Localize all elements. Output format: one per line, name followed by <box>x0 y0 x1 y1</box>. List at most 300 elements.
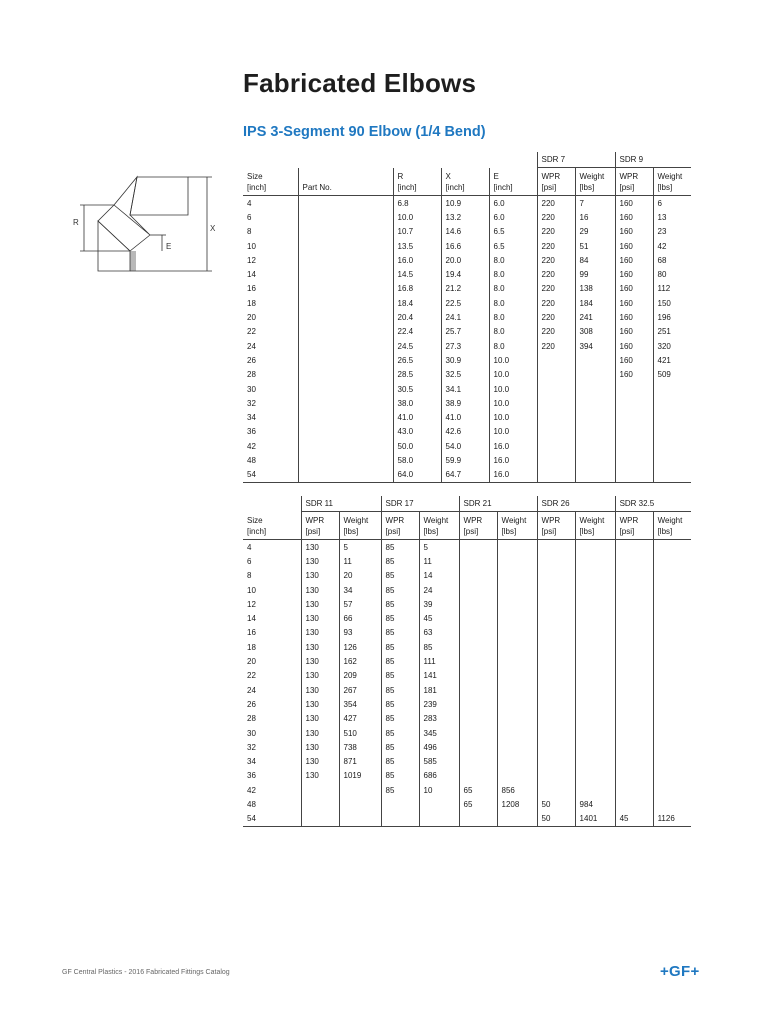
table-cell <box>537 569 575 583</box>
table-cell <box>497 726 537 740</box>
table-cell: 25.7 <box>441 325 489 339</box>
table-cell <box>575 468 615 483</box>
table-cell: 54 <box>243 468 298 483</box>
table-cell <box>615 797 653 811</box>
table-cell: 1208 <box>497 797 537 811</box>
table-cell: 8.0 <box>489 339 537 353</box>
table-cell: 141 <box>419 669 459 683</box>
column-header: Size [inch] <box>243 168 298 196</box>
table-cell <box>615 783 653 797</box>
table-cell <box>537 754 575 768</box>
table-cell: 34 <box>247 757 256 767</box>
table-cell: 13.5 <box>393 239 441 253</box>
table-cell <box>575 569 615 583</box>
table-cell: 36 <box>247 771 256 781</box>
table-cell <box>575 640 615 654</box>
table-cell: 8.0 <box>489 253 537 267</box>
footer-catalog-text: GF Central Plastics - 2016 Fabricated Fittings Catalog <box>62 969 230 976</box>
table-cell: 6 <box>247 212 252 222</box>
dimension-label-r: R <box>73 218 79 227</box>
column-header: Size [inch] <box>243 512 301 540</box>
table-cell: 85 <box>381 726 419 740</box>
table-cell: 16 <box>247 628 256 638</box>
table-cell <box>537 769 575 783</box>
table-cell <box>459 669 497 683</box>
table-cell: 16 <box>247 284 256 294</box>
table-cell: 984 <box>575 797 615 811</box>
table-cell <box>298 453 393 467</box>
table-cell: 30 <box>247 384 256 394</box>
table-cell <box>653 410 691 424</box>
table-cell: 160 <box>615 310 653 324</box>
column-header: WPR [psi] <box>615 168 653 196</box>
table-cell <box>575 654 615 668</box>
table-cell <box>575 597 615 611</box>
column-header: R [inch] <box>393 168 441 196</box>
table-cell: 160 <box>615 325 653 339</box>
table-cell: 160 <box>615 339 653 353</box>
sdr-group-label: SDR 26 <box>537 496 615 512</box>
table-cell <box>497 554 537 568</box>
table-cell <box>653 669 691 683</box>
table-cell: 13.2 <box>441 210 489 224</box>
table-cell <box>575 583 615 597</box>
table-cell <box>537 554 575 568</box>
table-cell: 22.4 <box>393 325 441 339</box>
table-cell <box>615 597 653 611</box>
table-cell: 24.1 <box>441 310 489 324</box>
table-cell: 130 <box>301 654 339 668</box>
table-cell: 32 <box>247 742 256 752</box>
column-header: WPR [psi] <box>459 512 497 540</box>
table-row <box>243 740 691 754</box>
table-cell <box>497 583 537 597</box>
table-cell <box>537 410 575 424</box>
table-row <box>243 339 691 353</box>
table-cell <box>497 712 537 726</box>
table-cell <box>537 382 575 396</box>
table-cell <box>615 569 653 583</box>
table-cell: 308 <box>575 325 615 339</box>
table-cell: 39 <box>419 597 459 611</box>
table-cell <box>537 726 575 740</box>
table-cell: 28.5 <box>393 368 441 382</box>
page-title: Fabricated Elbows <box>243 68 477 98</box>
table-cell: 6.5 <box>489 225 537 239</box>
table-cell: 38.9 <box>441 396 489 410</box>
table-cell: 93 <box>339 626 381 640</box>
table-cell: 421 <box>653 353 691 367</box>
table-cell: 42 <box>653 239 691 253</box>
table-cell <box>419 812 459 827</box>
column-header: E [inch] <box>489 168 537 196</box>
table-cell: 130 <box>301 626 339 640</box>
column-header: Part No. <box>298 168 393 196</box>
table-cell: 5 <box>419 540 459 555</box>
table-cell: 251 <box>653 325 691 339</box>
table-cell <box>497 697 537 711</box>
table-cell <box>537 396 575 410</box>
table-cell: 7 <box>575 196 615 211</box>
table-cell <box>381 812 419 827</box>
table-cell <box>497 540 537 555</box>
table-cell <box>615 554 653 568</box>
table-cell <box>459 583 497 597</box>
table-cell <box>298 310 393 324</box>
table-row <box>243 812 691 827</box>
table-cell: 510 <box>339 726 381 740</box>
table-cell <box>653 382 691 396</box>
table-cell: 27.3 <box>441 339 489 353</box>
table-cell: 126 <box>339 640 381 654</box>
dimension-label-x: X <box>210 224 216 233</box>
table-row <box>243 282 691 296</box>
table-cell <box>459 569 497 583</box>
table-cell <box>575 368 615 382</box>
table-cell: 181 <box>419 683 459 697</box>
table-cell <box>497 683 537 697</box>
table-cell: 111 <box>419 654 459 668</box>
table-cell: 28 <box>247 714 256 724</box>
table-cell: 85 <box>381 554 419 568</box>
table-cell <box>615 453 653 467</box>
column-header: X [inch] <box>441 168 489 196</box>
table-cell: 130 <box>301 583 339 597</box>
sdr-group-label: SDR 11 <box>301 496 381 512</box>
table-cell: 8 <box>247 227 252 237</box>
table-cell <box>615 654 653 668</box>
table-cell <box>298 382 393 396</box>
table-cell: 220 <box>537 267 575 281</box>
sdr-ratings-table <box>243 496 691 827</box>
table-cell: 267 <box>339 683 381 697</box>
table-cell: 5 <box>339 540 381 555</box>
table-cell: 496 <box>419 740 459 754</box>
table-cell: 85 <box>381 754 419 768</box>
table-cell <box>298 396 393 410</box>
table-cell: 20.0 <box>441 253 489 267</box>
table-cell: 18 <box>247 298 256 308</box>
table-cell <box>537 654 575 668</box>
table-cell <box>575 382 615 396</box>
table-cell: 30.5 <box>393 382 441 396</box>
table-cell <box>653 453 691 467</box>
table-cell: 58.0 <box>393 453 441 467</box>
table-cell <box>459 712 497 726</box>
table-row <box>243 196 691 211</box>
group-header-row <box>243 496 691 512</box>
table-row <box>243 210 691 224</box>
table-cell <box>339 812 381 827</box>
group-header-row <box>243 152 691 168</box>
table-cell: 8.0 <box>489 296 537 310</box>
table-cell <box>537 626 575 640</box>
table-cell <box>298 253 393 267</box>
table-cell: 509 <box>653 368 691 382</box>
table-cell <box>497 640 537 654</box>
table-cell <box>575 554 615 568</box>
table-cell <box>615 726 653 740</box>
table-cell: 22 <box>247 671 256 681</box>
table-cell: 85 <box>381 683 419 697</box>
table-cell <box>537 783 575 797</box>
table-cell <box>537 640 575 654</box>
table-cell <box>459 611 497 625</box>
table-cell: 130 <box>301 611 339 625</box>
table-cell <box>653 654 691 668</box>
table-cell <box>459 812 497 827</box>
table-cell: 10.9 <box>441 196 489 211</box>
table-cell <box>419 797 459 811</box>
table-row <box>243 611 691 625</box>
table-cell <box>575 410 615 424</box>
table-cell: 24 <box>247 341 256 351</box>
table-cell <box>537 353 575 367</box>
table-cell: 45 <box>615 812 653 827</box>
table-cell <box>653 425 691 439</box>
table-cell: 85 <box>381 640 419 654</box>
table-cell: 14 <box>247 270 256 280</box>
table-row <box>243 554 691 568</box>
table-row <box>243 569 691 583</box>
table-cell: 34 <box>339 583 381 597</box>
table-cell <box>537 583 575 597</box>
table-cell: 41.0 <box>441 410 489 424</box>
table-cell: 16.0 <box>489 453 537 467</box>
table-row <box>243 368 691 382</box>
table-cell: 26.5 <box>393 353 441 367</box>
table-row <box>243 640 691 654</box>
table-cell <box>497 812 537 827</box>
table-cell: 65 <box>459 783 497 797</box>
table-cell <box>497 569 537 583</box>
table-cell: 16 <box>575 210 615 224</box>
table-cell: 20 <box>247 313 256 323</box>
table-cell: 18 <box>247 642 256 652</box>
table-cell: 38.0 <box>393 396 441 410</box>
table-row <box>243 310 691 324</box>
table-cell: 130 <box>301 683 339 697</box>
table-cell: 26 <box>247 699 256 709</box>
column-header: Weight [lbs] <box>653 512 691 540</box>
table-cell <box>459 597 497 611</box>
table-row <box>243 296 691 310</box>
table-cell <box>459 540 497 555</box>
table-cell: 184 <box>575 296 615 310</box>
table-cell <box>615 540 653 555</box>
sdr-group-label: SDR 21 <box>459 496 537 512</box>
table-cell <box>653 396 691 410</box>
table-cell <box>339 783 381 797</box>
table-cell: 57 <box>339 597 381 611</box>
table-row <box>243 325 691 339</box>
table-cell <box>615 468 653 483</box>
table-cell: 239 <box>419 697 459 711</box>
column-header: Weight [lbs] <box>497 512 537 540</box>
table-cell: 68 <box>653 253 691 267</box>
table-cell: 14.6 <box>441 225 489 239</box>
table-row <box>243 597 691 611</box>
table-cell: 220 <box>537 339 575 353</box>
table-cell <box>575 712 615 726</box>
group-spacer <box>393 152 441 168</box>
table-cell: 130 <box>301 640 339 654</box>
table-cell: 11 <box>419 554 459 568</box>
table-row <box>243 239 691 253</box>
table-cell: 85 <box>381 697 419 711</box>
table-cell <box>653 583 691 597</box>
table-cell <box>537 468 575 483</box>
table-cell <box>615 439 653 453</box>
table-cell <box>537 669 575 683</box>
table-cell: 22.5 <box>441 296 489 310</box>
table-cell <box>298 425 393 439</box>
table-cell <box>575 353 615 367</box>
table-cell: 34 <box>247 413 256 423</box>
table-cell <box>459 697 497 711</box>
table-cell: 220 <box>537 253 575 267</box>
table-cell: 8.0 <box>489 282 537 296</box>
table-cell: 41.0 <box>393 410 441 424</box>
group-spacer <box>489 152 537 168</box>
table-cell: 6 <box>653 196 691 211</box>
table-cell: 130 <box>301 754 339 768</box>
table-row <box>243 267 691 281</box>
table-cell: 22 <box>247 327 256 337</box>
table-cell: 6.0 <box>489 210 537 224</box>
table-cell: 16.8 <box>393 282 441 296</box>
table-cell <box>615 626 653 640</box>
table-cell <box>497 654 537 668</box>
table-cell: 220 <box>537 296 575 310</box>
column-header: Weight [lbs] <box>339 512 381 540</box>
table-cell <box>653 626 691 640</box>
table-cell: 160 <box>615 196 653 211</box>
table-cell: 85 <box>381 569 419 583</box>
table-cell <box>537 439 575 453</box>
table-row <box>243 425 691 439</box>
table-cell <box>653 640 691 654</box>
sdr-group-label: SDR 17 <box>381 496 459 512</box>
table-cell: 8.0 <box>489 310 537 324</box>
table-cell: 354 <box>339 697 381 711</box>
table-cell <box>537 712 575 726</box>
table-cell <box>615 410 653 424</box>
table-cell: 10 <box>247 241 256 251</box>
table-cell: 130 <box>301 540 339 555</box>
table-cell <box>459 740 497 754</box>
table-row <box>243 783 691 797</box>
table-cell: 8 <box>247 571 252 581</box>
elbow-segment-middle <box>114 177 150 235</box>
table-cell: 85 <box>381 654 419 668</box>
table-row <box>243 683 691 697</box>
table-cell: 10.0 <box>489 410 537 424</box>
table-cell: 160 <box>615 368 653 382</box>
table-cell <box>653 726 691 740</box>
table-cell <box>615 769 653 783</box>
table-cell: 4 <box>247 542 252 552</box>
table-cell: 24 <box>247 685 256 695</box>
elbow-dimensions-table <box>243 152 691 483</box>
column-header: WPR [psi] <box>301 512 339 540</box>
table-cell: 4 <box>247 198 252 208</box>
group-spacer <box>243 152 298 168</box>
table-cell <box>615 683 653 697</box>
table-row <box>243 669 691 683</box>
table-cell <box>298 225 393 239</box>
table-cell <box>575 769 615 783</box>
table-cell <box>298 196 393 211</box>
table-cell: 85 <box>381 669 419 683</box>
table-cell <box>653 769 691 783</box>
table-cell: 6.5 <box>489 239 537 253</box>
table-cell: 48 <box>247 455 256 465</box>
table-row <box>243 253 691 267</box>
table-cell <box>537 697 575 711</box>
table-cell: 10.0 <box>489 353 537 367</box>
table-cell: 66 <box>339 611 381 625</box>
table-cell <box>537 683 575 697</box>
table-cell <box>497 769 537 783</box>
table-cell: 6.0 <box>489 196 537 211</box>
table-cell: 220 <box>537 196 575 211</box>
table-cell <box>298 368 393 382</box>
table-cell: 8.0 <box>489 267 537 281</box>
table-row <box>243 225 691 239</box>
table-cell <box>298 325 393 339</box>
table-cell <box>653 540 691 555</box>
table-cell: 6.8 <box>393 196 441 211</box>
table-cell: 130 <box>301 669 339 683</box>
table-cell <box>298 339 393 353</box>
column-header: WPR [psi] <box>615 512 653 540</box>
table-cell <box>575 453 615 467</box>
table-cell <box>653 554 691 568</box>
table-cell: 10.0 <box>489 368 537 382</box>
table-cell: 85 <box>381 626 419 640</box>
table-cell <box>459 726 497 740</box>
table-row <box>243 453 691 467</box>
table-cell <box>459 626 497 640</box>
table-cell <box>575 683 615 697</box>
table-cell: 10 <box>419 783 459 797</box>
table-cell: 150 <box>653 296 691 310</box>
table-cell: 59.9 <box>441 453 489 467</box>
column-header: WPR [psi] <box>537 512 575 540</box>
section-subtitle: IPS 3-Segment 90 Elbow (1/4 Bend) <box>243 124 486 140</box>
table-cell <box>653 740 691 754</box>
table-cell: 14.5 <box>393 267 441 281</box>
table-cell: 85 <box>381 597 419 611</box>
table-cell <box>615 697 653 711</box>
table-cell: 85 <box>419 640 459 654</box>
table-cell <box>497 611 537 625</box>
table-cell: 856 <box>497 783 537 797</box>
table-cell: 64.0 <box>393 468 441 483</box>
table-cell <box>537 540 575 555</box>
table-cell <box>575 740 615 754</box>
table-cell: 130 <box>301 597 339 611</box>
table-row <box>243 769 691 783</box>
table-cell <box>497 669 537 683</box>
table-cell: 1401 <box>575 812 615 827</box>
table-row <box>243 754 691 768</box>
table-cell <box>298 282 393 296</box>
column-header: Weight [lbs] <box>653 168 691 196</box>
table-cell <box>298 296 393 310</box>
table-cell: 220 <box>537 310 575 324</box>
